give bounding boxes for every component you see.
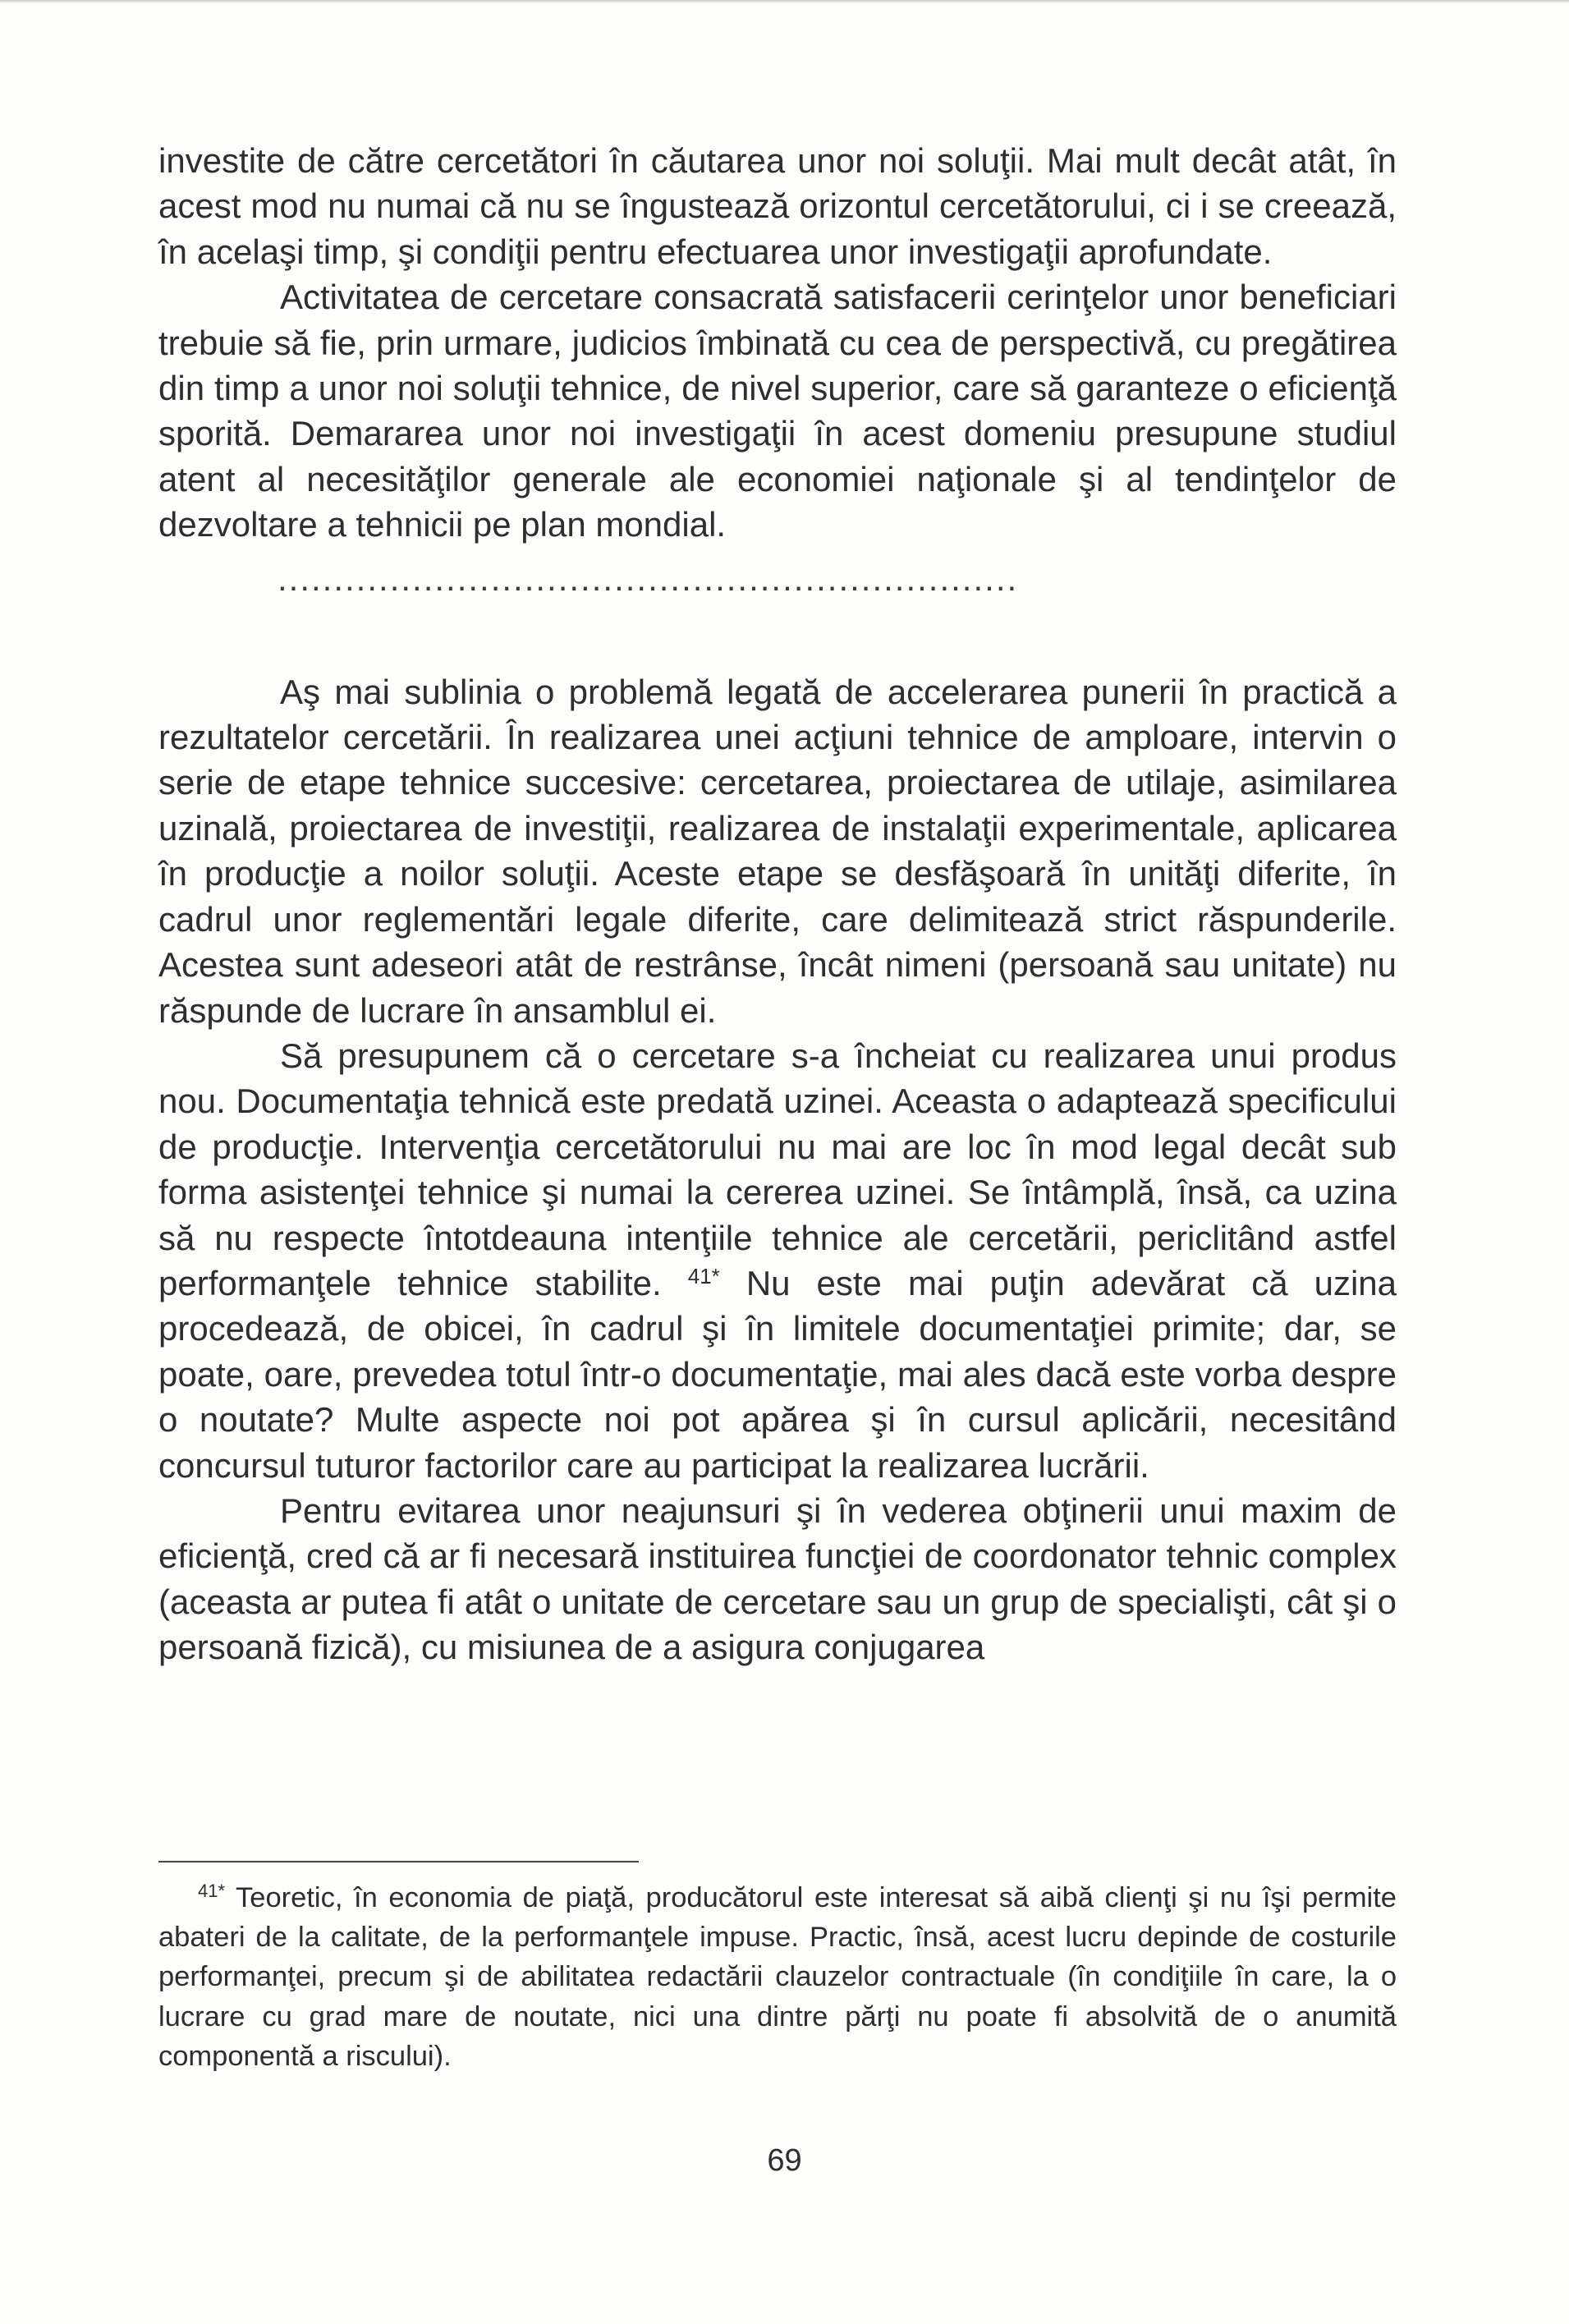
paragraph: Pentru evitarea unor neajunsuri şi în vederea obţinerii unui maxim de eficienţă, cred că ar fi necesară instituirea funcţiei de coordonator tehnic complex (aceasta ar putea fi atât o unitate de cercetare sau un grup de specialişti, cât şi o persoană fizică), cu misiunea de a asigura conjugarea (158, 1490, 1397, 1667)
scan-top-edge (0, 0, 1569, 3)
footnote (158, 1878, 1397, 2076)
paragraph: Aş mai sublinia o problemă legată de accelerarea punerii în practică a rezultatelor cercetării. În realizarea unei acţiuni tehnice de amploare, intervin o serie de etape tehnice succesive: cercetarea, proiectarea de utilaje, asimilarea uzinală, proiectarea de investiţii, realizarea de instalaţii experimentale, aplicarea în producţie a noilor soluţii. Aceste etape se desfăşoară în unităţi diferite, în cadrul unor reglementări legale diferite, care delimitează strict răspunderile. Acestea sunt adeseori atât de restrânse, încât nimeni (persoană sau unitate) nu răspunde de lucrare în ansamblul ei. (158, 672, 1397, 1030)
paragraph-with-footnote (158, 1033, 1397, 1488)
footnote-mark: 41* (198, 1881, 226, 1901)
omission-dots: .................................................................. (278, 558, 1019, 598)
main-text (158, 138, 1397, 1670)
paragraph-text: Nu este mai puţin adevărat că uzina procedează, de obicei, în cadrul şi în limitele documentaţiei primite; dar, se poate, oare, prevedea totul într-o documentaţie, mai ales dacă este vorba despre o noutate? Multe aspecte noi pot apărea şi în cursul aplicării, necesitând concursul tuturor factorilor care au participat la realizarea lucrării. (158, 1263, 1397, 1485)
paragraph-continued: investite de către cercetători în căutarea unor noi soluţii. Mai mult decât atât, în acest mod nu numai că nu se îngustează orizontul cercetătorului, ci i se creează, în acelaşi timp, şi condiţii pentru efectuarea unor investigaţii aprofundate. (158, 141, 1397, 271)
footnote-paragraph (158, 1878, 1397, 2076)
paragraph: Activitatea de cercetare consacrată satisfacerii cerinţelor unor beneficiari trebuie să fie, prin urmare, judicios îmbinată cu cea de perspectivă, cu pregătirea din timp a unor noi soluţii tehnice, de nivel superior, care să garanteze o eficienţă sporită. Demararea unor noi investigaţii în acest domeniu presupune studiul atent al necesităţilor generale ale economiei naţionale şi al tendinţelor de dezvoltare a tehnicii pe plan mondial. (158, 278, 1397, 544)
footnote-reference: 41* (687, 1263, 720, 1288)
footnote-text: Teoretic, în economia de piaţă, producătorul este interesat să aibă clienţi şi nu îşi permite abateri de la calitate, de la performanţele impuse. Practic, însă, acest lucru depinde de costurile performanţei, precum şi de abilitatea redactării clauzelor contractuale (în condiţiile în care, la o lucrare cu grad mare de noutate, nici una dintre părţi nu poate fi absolvită de o anumită componentă a riscului). (158, 1882, 1397, 2072)
page-number: 69 (767, 2143, 802, 2178)
paragraph-text: Să presupunem că o cercetare s-a încheiat cu realizarea unui produs nou. Documentaţia tehnică este predată uzinei. Aceasta o adaptează specificului de producţie. Intervenţia cercetătorului nu mai are loc în mod legal decât sub forma asistenţei tehnice şi numai la cererea uzinei. Se întâmplă, însă, ca uzina să nu respecte întotdeauna intenţiile tehnice ale cercetării, periclitând astfel performanţele tehnice stabilite. (158, 1036, 1397, 1302)
footnote-separator (158, 1861, 639, 1862)
